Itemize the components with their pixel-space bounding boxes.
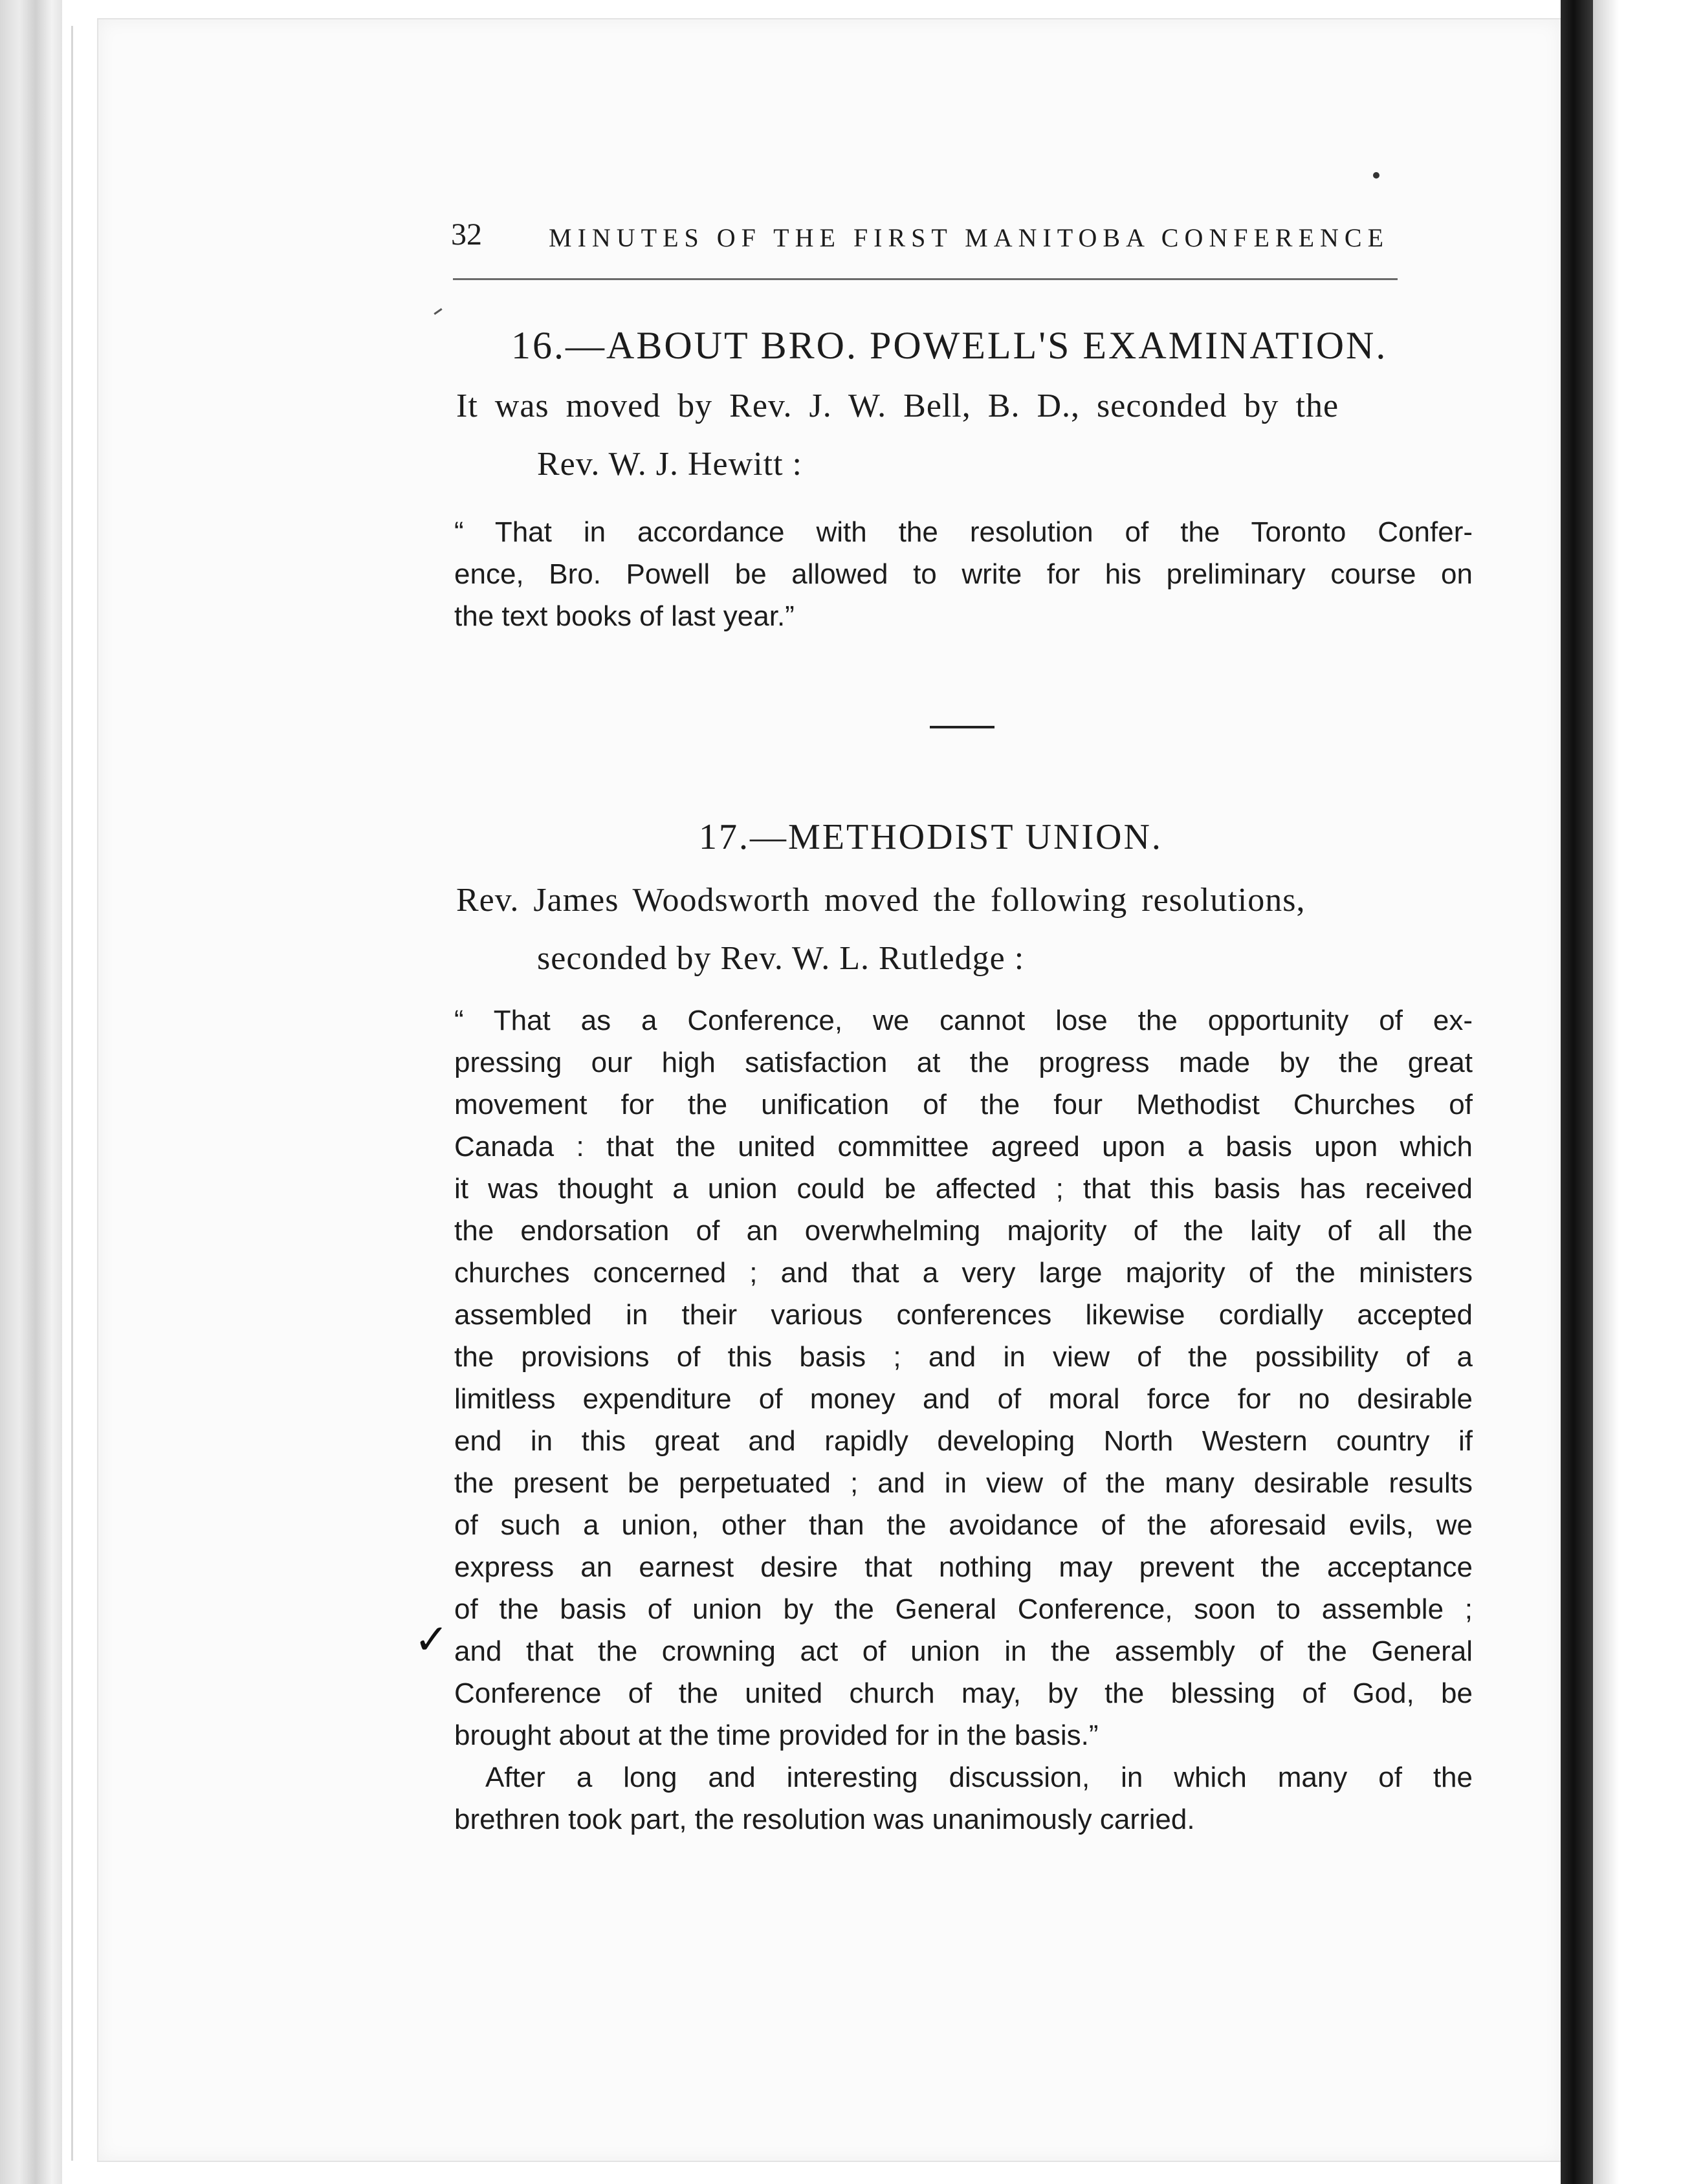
resolution-line: it was thought a union could be affected ; that this basis has received <box>454 1173 1473 1205</box>
running-header: MINUTES OF THE FIRST MANITOBA CONFERENCE <box>549 223 1390 252</box>
section-16-heading: 16.—ABOUT BRO. POWELL'S EXAMINATION. <box>511 324 1388 367</box>
resolution-line: pressing our high satisfaction at the progress made by the great <box>454 1047 1473 1078</box>
check-mark-icon: ✓ <box>414 1616 449 1664</box>
resolution-line: and that the crowning act of union in the assembly of the General <box>454 1635 1473 1667</box>
section-16-mover-line-1: It was moved by Rev. J. W. Bell, B. D., seconded by the <box>456 388 1339 424</box>
section-17-mover-line-2: seconded by Rev. W. L. Rutledge : <box>537 940 1025 977</box>
resolution-line: of such a union, other than the avoidance of the aforesaid evils, we <box>454 1509 1473 1541</box>
resolution-line: brought about at the time provided for in the basis.” <box>454 1720 1099 1751</box>
resolution-line: the present be perpetuated ; and in view of the many desirable results <box>454 1467 1473 1499</box>
resolution-line: assembled in their various conferences likewise cordially accepted <box>454 1299 1473 1331</box>
book-edge <box>0 0 62 2184</box>
resolution-line: the endorsation of an overwhelming majority of the laity of all the <box>454 1215 1473 1247</box>
resolution-line: end in this great and rapidly developing North Western country if <box>454 1425 1473 1457</box>
page-number: 32 <box>451 217 482 252</box>
resolution-line: the provisions of this basis ; and in view of the possibility of a <box>454 1341 1473 1373</box>
resolution-line: Canada : that the united committee agreed upon a basis upon which <box>454 1131 1473 1163</box>
section-17-heading: 17.—METHODIST UNION. <box>699 817 1163 857</box>
discussion-line: brethren took part, the resolution was unanimously carried. <box>454 1804 1195 1835</box>
resolution-line: express an earnest desire that nothing may prevent the acceptance <box>454 1551 1473 1583</box>
book-spine <box>1561 0 1593 2184</box>
facing-page <box>1593 0 1703 2184</box>
resolution-line: the text books of last year.” <box>454 600 795 632</box>
section-divider <box>930 726 994 728</box>
resolution-line: “ That in accordance with the resolution of the Toronto Confer- <box>454 516 1473 548</box>
resolution-line: limitless expenditure of money and of moral force for no desirable <box>454 1383 1473 1415</box>
section-17-mover-line-1: Rev. James Woodsworth moved the following resolutions, <box>456 882 1306 919</box>
discussion-line: After a long and interesting discussion, in which many of the <box>485 1762 1473 1793</box>
resolution-line: ence, Bro. Powell be allowed to write for his preliminary course on <box>454 558 1473 590</box>
resolution-line: Conference of the united church may, by the blessing of God, be <box>454 1677 1473 1709</box>
section-16-resolution <box>454 511 1473 637</box>
resolution-line: “ That as a Conference, we cannot lose the opportunity of ex- <box>454 1005 1473 1036</box>
resolution-line: of the basis of union by the General Conference, soon to assemble ; <box>454 1593 1473 1625</box>
resolution-line: movement for the unification of the four Methodist Churches of <box>454 1089 1473 1120</box>
resolution-line: churches concerned ; and that a very large majority of the ministers <box>454 1257 1473 1289</box>
section-16-mover-line-2: Rev. W. J. Hewitt : <box>537 446 802 483</box>
header-rule <box>453 278 1398 280</box>
scan-speck <box>1373 172 1379 179</box>
section-17-resolution <box>454 999 1473 1840</box>
